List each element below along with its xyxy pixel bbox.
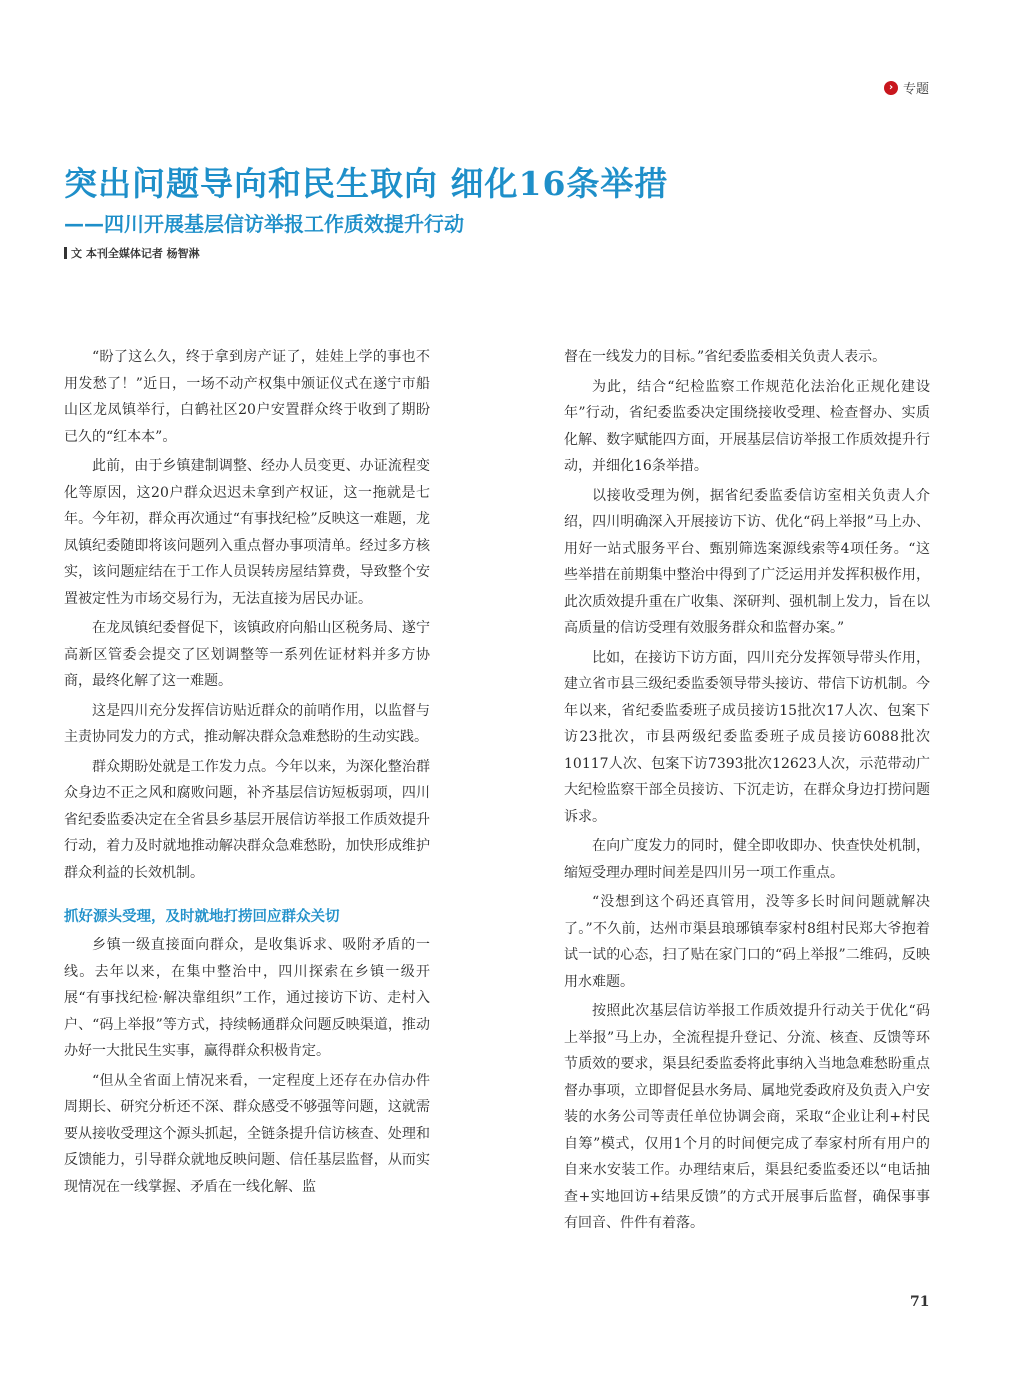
section-label: 专题 (903, 82, 930, 97)
byline-bar (64, 247, 67, 259)
left-column (64, 344, 430, 1203)
byline-text: 文 本刊全媒体记者 杨智淋 (71, 247, 200, 260)
chevron-right-icon: › (884, 81, 898, 95)
paragraph: 以接收受理为例，据省纪委监委信访室相关负责人介绍，四川明确深入开展接访下访、优化“码上举报”马上办、用好一站式服务平台、甄别筛选案源线索等4项任务。“这些举措在前期集中整治中得到了广泛运用并发挥积极作用，此次质效提升重在广收集、深研判、强机制上发力，旨在以高质量的信访受理有效服务群众和监督办案。” (564, 487, 930, 636)
paragraph: 在向广度发力的同时，健全即收即办、快查快处机制，缩短受理办理时间差是四川另一项工作重点。 (564, 838, 930, 881)
page-number: 71 (910, 1294, 930, 1310)
paragraph: 此前，由于乡镇建制调整、经办人员变更、办证流程变化等原因，这20户群众迟迟未拿到产权证，这一拖就是七年。今年初，群众再次通过“有事找纪检”反映这一难题，龙凤镇纪委随即将该问题列入重点督办事项清单。经过多方核实，该问题症结在于工作人员误转房屋结算费，导致整个安置被定性为市场交易行为，无法直接为居民办证。 (64, 458, 430, 607)
paragraph: 乡镇一级直接面向群众，是收集诉求、吸附矛盾的一线。去年以来，在集中整治中，四川探索在乡镇一级开展“有事找纪检·解决靠组织”工作，通过接访下访、走村入户、“码上举报”等方式，持续畅通群众问题反映渠道，推动办好一大批民生实事，赢得群众积极肯定。 (64, 937, 430, 1059)
paragraph-continued: 督在一线发力的目标。”省纪委监委相关负责人表示。 (564, 349, 887, 365)
article-subtitle: ——四川开展基层信访举报工作质效提升行动 (64, 212, 464, 236)
paragraph: 在龙凤镇纪委督促下，该镇政府向船山区税务局、遂宁高新区管委会提交了区划调整等一系列佐证材料并多方协商，最终化解了这一难题。 (64, 620, 430, 689)
byline (64, 245, 200, 261)
article-title: 突出问题导向和民生取向 细化16条举措 (64, 164, 669, 203)
paragraph: 按照此次基层信访举报工作质效提升行动关于优化“码上举报”马上办，全流程提升登记、分流、核查、反馈等环节质效的要求，渠县纪委监委将此事纳入当地急难愁盼重点督办事项，立即督促县水务局、属地党委政府及负责入户安装的水务公司等责任单位协调会商，采取“企业让利+村民自筹”模式，仅用1个月的时间便完成了奉家村所有用户的自来水安装工作。办理结束后，渠县纪委监委还以“电话抽查+实地回访+结果反馈”的方式开展事后监督，确保事事有回音、件件有着落。 (564, 1003, 930, 1231)
paragraph: “盼了这么久，终于拿到房产证了，娃娃上学的事也不用发愁了！”近日，一场不动产权集中颁证仪式在遂宁市船山区龙凤镇举行，白鹤社区20户安置群众终于收到了期盼已久的“红本本”。 (64, 349, 430, 445)
paragraph: “没想到这个码还真管用，没等多长时间问题就解决了。”不久前，达州市渠县琅琊镇奉家村8组村民郑大爷抱着试一试的心态，扫了贴在家门口的“码上举报”二维码，反映用水难题。 (564, 894, 930, 990)
paragraph: 这是四川充分发挥信访贴近群众的前哨作用，以监督与主责协同发力的方式，推动解决群众急难愁盼的生动实践。 (64, 702, 430, 745)
paragraph: 比如，在接访下访方面，四川充分发挥领导带头作用，建立省市县三级纪委监委领导带头接访、带信下访机制。今年以来，省纪委监委班子成员接访15批次17人次、包案下访23批次，市县两级纪委监委班子成员接访6088批次10117人次、包案下访7393批次12623人次，示范带动广大纪检监察干部全员接访、下沉走访，在群众身边打捞问题诉求。 (564, 649, 930, 825)
section-tag (884, 78, 929, 97)
section-heading: 抓好源头受理，及时就地打捞回应群众关切 (64, 908, 340, 925)
paragraph: 群众期盼处就是工作发力点。今年以来，为深化整治群众身边不正之风和腐败问题，补齐基层信访短板弱项，四川省纪委监委决定在全省县乡基层开展信访举报工作质效提升行动，着力及时就地推动解决群众急难愁盼，加快形成维护群众利益的长效机制。 (64, 758, 430, 881)
right-column (564, 344, 930, 1240)
paragraph: 为此，结合“纪检监察工作规范化法治化正规化建设年”行动，省纪委监委决定围绕接收受理、检查督办、实质化解、数字赋能四方面，开展基层信访举报工作质效提升行动，并细化16条举措。 (564, 378, 930, 474)
paragraph: “但从全省面上情况来看，一定程度上还存在办信办件周期长、研究分析还不深、群众感受不够强等问题，这就需要从接收受理这个源头抓起，全链条提升信访核查、处理和反馈能力，引导群众就地反映问题、信任基层监督，从而实现情况在一线掌握、矛盾在一线化解、监 (64, 1072, 430, 1195)
